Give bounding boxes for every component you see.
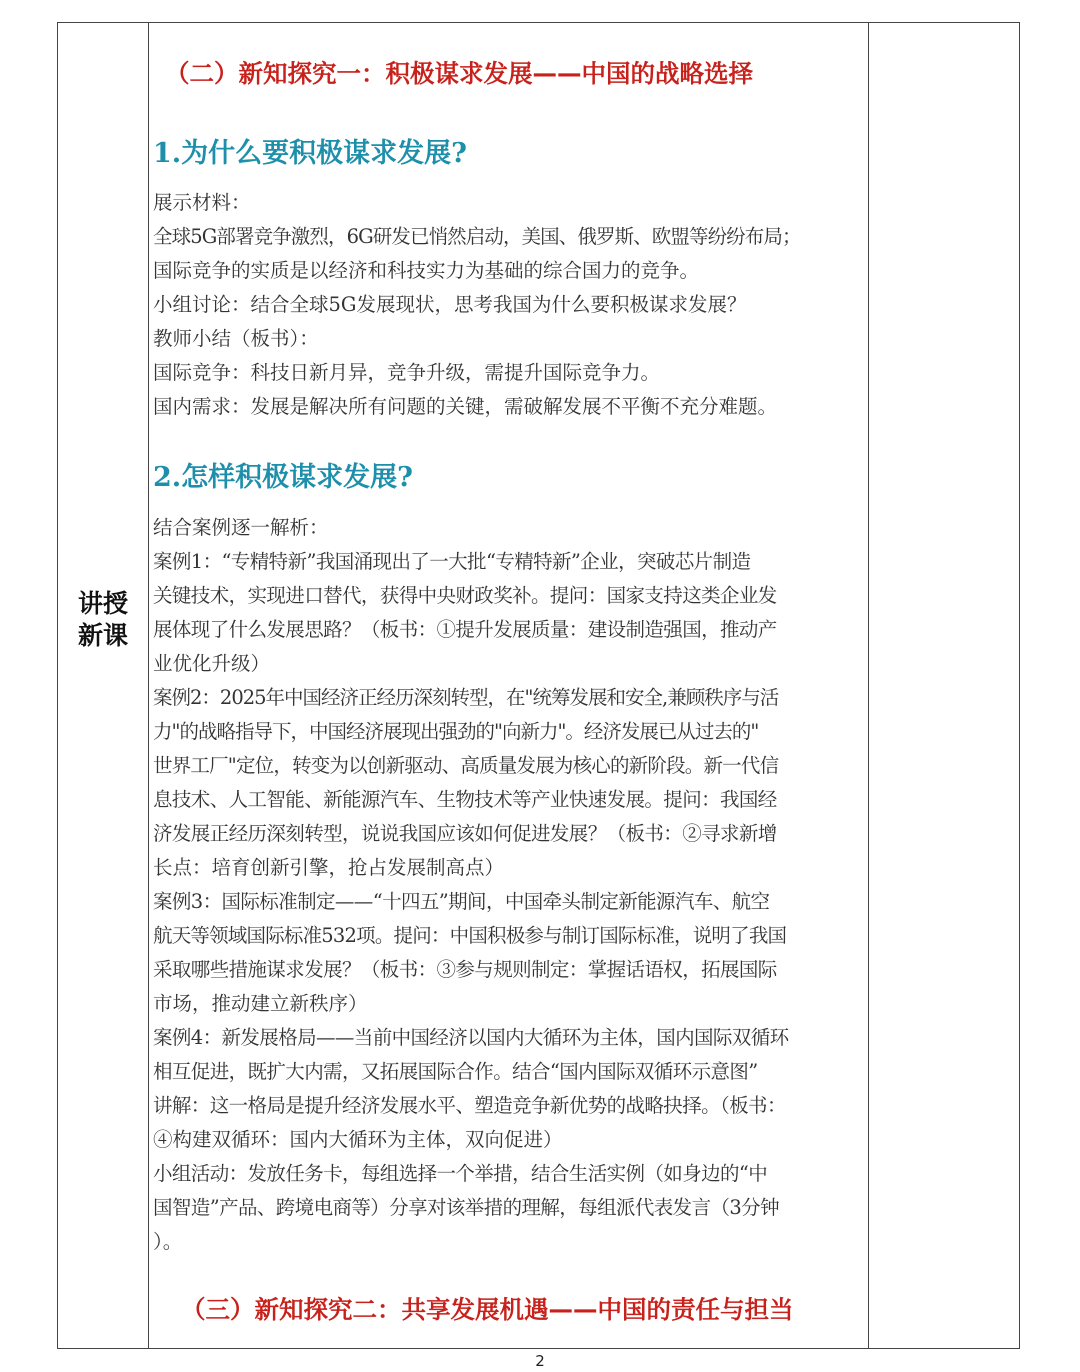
text-line: 关键技术，实现进口替代，获得中央财政奖补。提问：国家支持这类企业发 xyxy=(153,584,777,607)
q1-title: 1.为什么要积极谋求发展? xyxy=(153,138,468,169)
text-line: 讲解：这一格局是提升经济发展水平、塑造竞争新优势的战略抉择。（板书： xyxy=(153,1094,786,1117)
section2-title: （二）新知探究一：积极谋求发展——中国的战略选择 xyxy=(165,59,753,88)
text-line: 案例2：2025年中国经济正经历深刻转型，在"统筹发展和安全,兼顾秩序与活 xyxy=(153,686,779,709)
text-line: ④构建双循环：国内大循环为主体，双向促进） xyxy=(153,1128,563,1151)
stage-label-line1: 讲授 xyxy=(77,589,128,618)
text-line: 相互促进，既扩大内需，又拓展国际合作。结合“国内国际双循环示意图” xyxy=(153,1060,758,1083)
text-line: 国际竞争：科技日新月异，竞争升级，需提升国际竞争力。 xyxy=(153,361,661,384)
page-number: 2 xyxy=(535,1352,545,1370)
q1-body xyxy=(153,186,869,424)
text-line: 航天等领域国际标准532项。提问：中国积极参与制订国际标准，说明了我国 xyxy=(153,924,787,947)
text-line: 世界工厂"定位，转变为以创新驱动、高质量发展为核心的新阶段。新一代信 xyxy=(153,754,779,777)
text-line: 小组活动：发放任务卡，每组选择一个举措，结合生活实例（如身边的“中 xyxy=(153,1162,768,1185)
text-line: 济发展正经历深刻转型，说说我国应该如何促进发展？（板书：②寻求新增 xyxy=(153,822,777,845)
section3-title: （三）新知探究二：共享发展机遇——中国的责任与担当 xyxy=(181,1295,794,1324)
text-line: 业优化升级） xyxy=(153,652,271,675)
text-line: 结合案例逐一解析： xyxy=(153,516,329,539)
text-line: 国智造”产品、跨境电商等）分享对该举措的理解，每组派代表发言（3分钟 xyxy=(153,1196,779,1219)
text-line: 力"的战略指导下，中国经济展现出强劲的"向新力"。经济发展已从过去的" xyxy=(153,720,759,743)
text-line: 长点：培育创新引擎，抢占发展制高点） xyxy=(153,856,505,879)
text-line: 小组讨论：结合全球5G发展现状，思考我国为什么要积极谋求发展？ xyxy=(153,293,747,316)
left-column xyxy=(58,23,149,1348)
text-line: 息技术、人工智能、新能源汽车、生物技术等产业快速发展。提问：我国经 xyxy=(153,788,777,811)
text-line: ）。 xyxy=(153,1230,183,1253)
text-line: 国际竞争的实质是以经济和科技实力为基础的综合国力的竞争。 xyxy=(153,259,700,282)
q2-title: 2.怎样积极谋求发展? xyxy=(153,462,414,493)
lesson-plan-table xyxy=(57,22,1020,1349)
text-line: 展示材料： xyxy=(153,191,251,214)
text-line: 全球5G部署竞争激烈，6G研发已悄然启动，美国、俄罗斯、欧盟等纷纷布局； xyxy=(153,225,801,248)
q2-body xyxy=(153,511,869,1259)
text-line: 教师小结（板书）： xyxy=(153,327,319,350)
text-line: 国内需求：发展是解决所有问题的关键，需破解发展不平衡不充分难题。 xyxy=(153,395,778,418)
text-line: 采取哪些措施谋求发展？（板书：③参与规则制定：掌握话语权，拓展国际 xyxy=(153,958,777,981)
right-column xyxy=(868,23,1019,1348)
text-line: 展体现了什么发展思路？（板书：①提升发展质量：建设制造强国，推动产 xyxy=(153,618,777,641)
text-line: 案例4：新发展格局——当前中国经济以国内大循环为主体，国内国际双循环 xyxy=(153,1026,789,1049)
text-line: 案例3：国际标准制定——“十四五”期间，中国牵头制定新能源汽车、航空 xyxy=(153,890,770,913)
text-line: 市场，推动建立新秩序） xyxy=(153,992,368,1015)
text-line: 案例1：“专精特新”我国涌现出了一大批“专精特新”企业，突破芯片制造 xyxy=(153,550,751,573)
stage-label xyxy=(58,588,148,652)
stage-label-line2: 新课 xyxy=(77,621,128,650)
